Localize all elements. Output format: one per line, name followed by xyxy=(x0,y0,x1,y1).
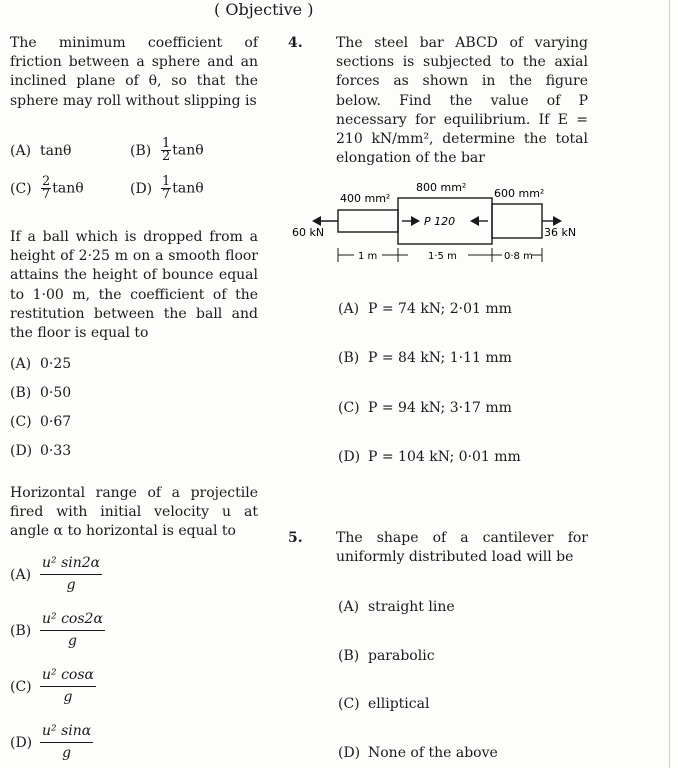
bar-section-3 xyxy=(492,204,542,238)
option-label: (A) xyxy=(10,143,32,159)
question-projectile-option-d[interactable]: (D) $\frac{\text{u² sinα}}{g}$ xyxy=(10,723,92,761)
option-text: parabolic xyxy=(368,648,435,664)
question-friction-option-b[interactable] xyxy=(130,138,204,163)
force-left-label: 60 kN xyxy=(292,226,325,239)
question-projectile-option-b[interactable]: (B) $\frac{\text{u² cos2α}}{g}$ xyxy=(10,611,103,649)
question-4-option-c[interactable]: (C) P = 94 kN; 3·17 mm xyxy=(338,400,512,416)
question-friction-option-a[interactable] xyxy=(10,142,71,160)
option-fraction: $\frac{\text{u² sinα}}{g}$ xyxy=(42,723,92,761)
question-projectile xyxy=(10,484,258,542)
option-text: 0·25 xyxy=(40,356,72,372)
option-fraction: $\frac{2}{7}$ xyxy=(42,174,51,202)
length-label-3: 0·8 m xyxy=(504,251,533,262)
option-text: 0·67 xyxy=(40,414,72,430)
question-5-stem xyxy=(288,529,588,567)
question-ball-option-a[interactable]: (A) 0·25 xyxy=(10,356,72,372)
question-ball-option-c[interactable]: (C) 0·67 xyxy=(10,414,72,430)
option-fraction: $\frac{1}{2}$ xyxy=(162,136,171,164)
left-column xyxy=(10,34,258,111)
option-text: tanθ xyxy=(172,142,204,159)
option-text: P = 84 kN; 1·11 mm xyxy=(368,350,512,366)
option-text: straight line xyxy=(368,599,455,615)
option-text: None of the above xyxy=(368,745,498,761)
question-4-option-b[interactable]: (B) P = 84 kN; 1·11 mm xyxy=(338,350,512,366)
bar-section-1 xyxy=(338,210,398,232)
option-fraction: $\frac{\text{u² sin2α}}{g}$ xyxy=(42,555,101,593)
left-force-arrowhead xyxy=(312,216,321,226)
length-label-1: 1 m xyxy=(358,251,378,262)
area-label-3: 600 mm² xyxy=(494,187,545,200)
page-edge-divider xyxy=(669,0,670,768)
question-5-option-a[interactable]: (A) straight line xyxy=(338,599,455,615)
question-4-option-a[interactable]: (A) P = 74 kN; 2·01 mm xyxy=(338,301,512,317)
question-number: 5. xyxy=(288,530,303,546)
option-text: P = 74 kN; 2·01 mm xyxy=(368,301,512,317)
question-5-option-c[interactable]: (C) elliptical xyxy=(338,696,430,712)
option-label: (D) xyxy=(130,180,153,197)
area-label-1: 400 mm² xyxy=(340,192,391,205)
option-fraction: $\frac{\text{u² cosα}}{g}$ xyxy=(42,667,94,705)
question-5 xyxy=(288,529,588,567)
question-projectile-stem: Horizontal range of a projectile fired with initial velocity u at angle α to horizontal is equal to xyxy=(10,485,258,540)
option-label: (B) xyxy=(130,142,152,159)
question-5-text: The shape of a cantilever for uniformly distributed load will be xyxy=(336,530,588,566)
question-friction-option-c[interactable] xyxy=(10,176,84,201)
question-projectile-option-c[interactable]: (C) $\frac{\text{u² cosα}}{g}$ xyxy=(10,667,94,705)
option-text: P = 104 kN; 0·01 mm xyxy=(368,449,521,465)
question-friction-stem: The minimum coefficient of friction between a sphere and an inclined plane of θ, so that the sphere may roll without slipping is xyxy=(10,35,258,109)
steel-bar-figure xyxy=(290,178,590,270)
option-text: tanθ xyxy=(40,143,72,159)
option-text: P = 94 kN; 3·17 mm xyxy=(368,400,512,416)
question-4-stem xyxy=(288,34,588,168)
mid-force-arrowhead-right xyxy=(411,216,420,226)
question-4-option-d[interactable]: (D) P = 104 kN; 0·01 mm xyxy=(338,449,521,465)
mid-force-arrowhead-left xyxy=(470,216,479,226)
question-friction-option-d[interactable] xyxy=(130,176,204,201)
page-title: ( Objective ) xyxy=(214,0,314,19)
length-label-2: 1·5 m xyxy=(428,251,457,262)
question-ball xyxy=(10,228,258,343)
area-label-2: 800 mm² xyxy=(416,181,467,194)
question-ball-stem: If a ball which is dropped from a height of 2·25 m on a smooth floor attains the height of bounce equal to 1·00 m, the coefficient of the restitution between the ball and the floor is equal to xyxy=(10,229,258,342)
option-fraction: $\frac{1}{7}$ xyxy=(162,174,171,202)
force-mid-label: P 120 xyxy=(424,215,456,228)
question-4 xyxy=(288,34,588,168)
question-5-option-b[interactable]: (B) parabolic xyxy=(338,648,435,664)
question-ball-option-d[interactable]: (D) 0·33 xyxy=(10,443,72,459)
question-5-option-d[interactable]: (D) None of the above xyxy=(338,745,498,761)
option-text: 0·33 xyxy=(40,443,72,459)
option-label: (C) xyxy=(10,180,32,197)
option-text: elliptical xyxy=(368,696,430,712)
question-projectile-option-a[interactable]: (A) $\frac{\text{u² sin2α}}{g}$ xyxy=(10,555,101,593)
question-4-text: The steel bar ABCD of varying sections is subjected to the axial forces as shown in the figure below. Find the value of P necessary for equilibrium. If E = 210 kN/mm², determine the total elongation of the bar xyxy=(336,35,588,167)
question-number: 4. xyxy=(288,35,303,51)
option-text: tanθ xyxy=(52,180,84,197)
force-right-label: 36 kN xyxy=(544,226,577,239)
option-fraction: $\frac{\text{u² cos2α}}{g}$ xyxy=(42,611,103,649)
question-ball-option-b[interactable]: (B) 0·50 xyxy=(10,385,72,401)
option-text: tanθ xyxy=(172,180,204,197)
right-force-arrowhead xyxy=(553,216,562,226)
option-text: 0·50 xyxy=(40,385,72,401)
